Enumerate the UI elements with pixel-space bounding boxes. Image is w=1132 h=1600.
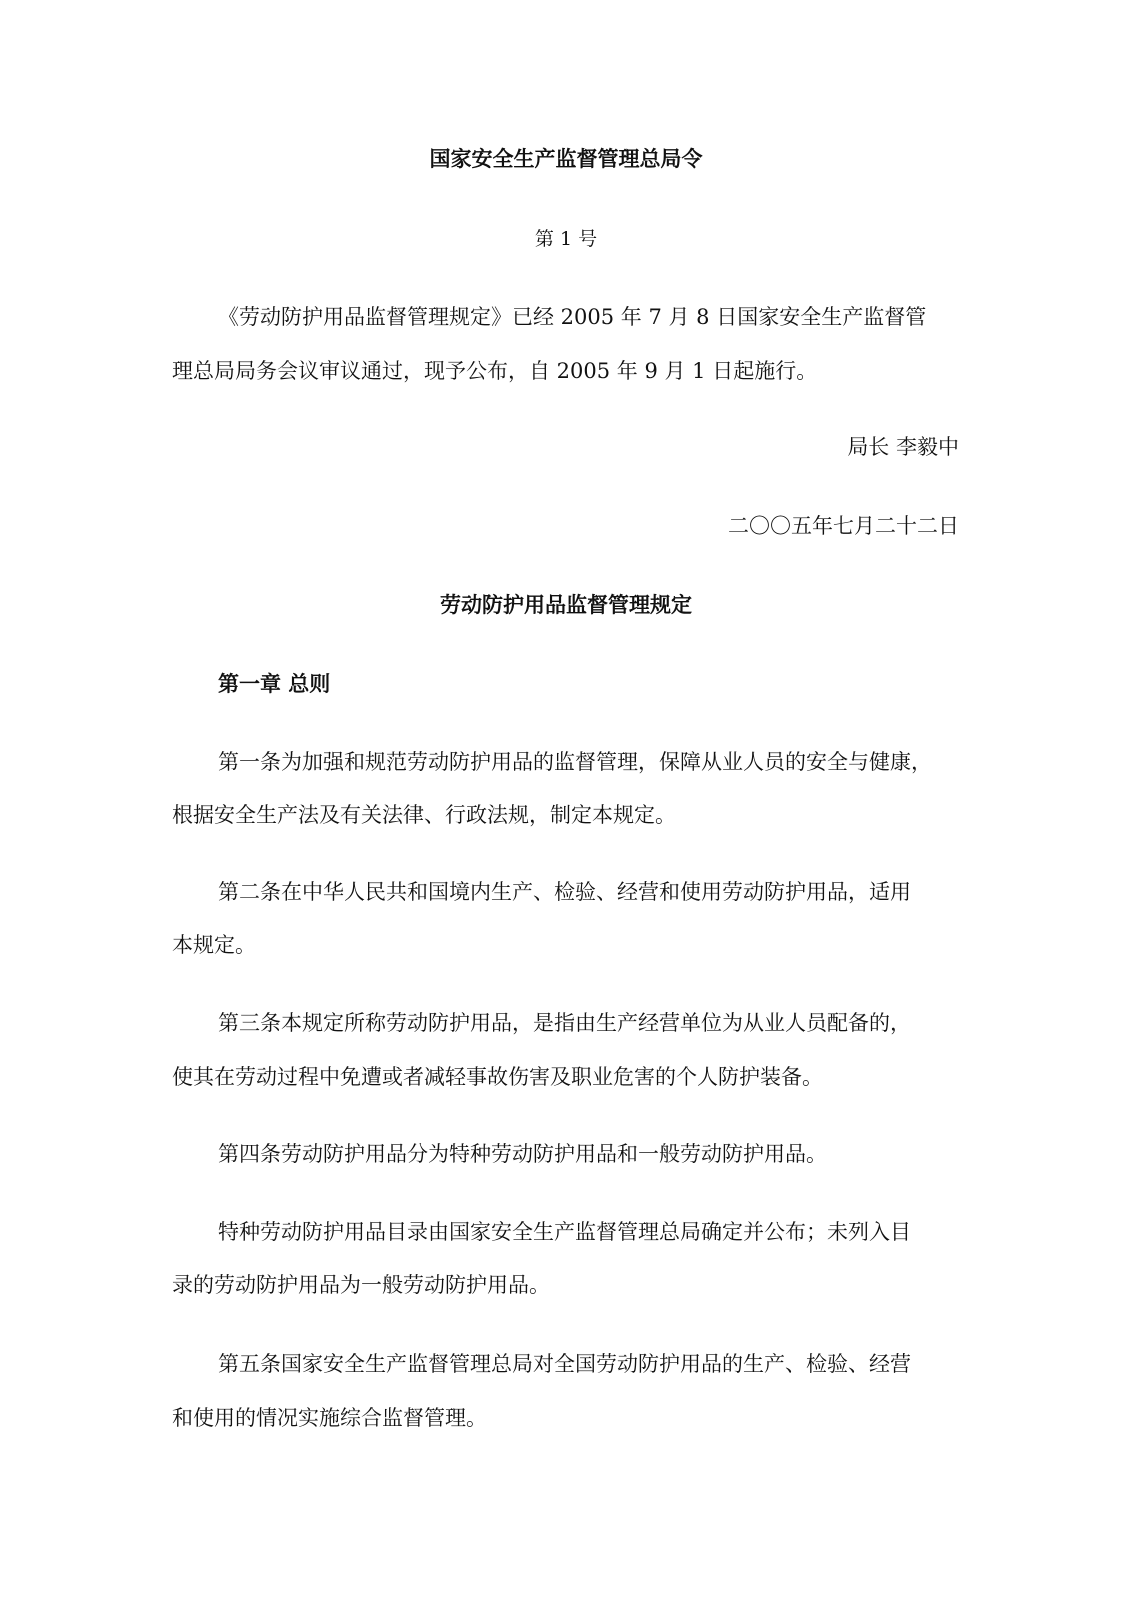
regulation-title: 劳动防护用品监督管理规定	[440, 593, 692, 617]
article-2-line-1: 第二条在中华人民共和国境内生产、检验、经营和使用劳动防护用品，适用	[218, 880, 911, 904]
article-4-para-2-line-1: 特种劳动防护用品目录由国家安全生产监督管理总局确定并公布；未列入目	[218, 1220, 911, 1244]
signature-date: 二〇〇五年七月二十二日	[728, 514, 959, 538]
article-4-line-1: 第四条劳动防护用品分为特种劳动防护用品和一般劳动防护用品。	[218, 1142, 827, 1166]
article-3-line-1: 第三条本规定所称劳动防护用品，是指由生产经营单位为从业人员配备的，	[218, 1011, 911, 1035]
chapter-heading: 第一章 总则	[218, 672, 331, 696]
signer: 局长 李毅中	[847, 435, 959, 459]
article-1-line-2: 根据安全生产法及有关法律、行政法规，制定本规定。	[172, 803, 676, 827]
order-number: 第 1 号	[534, 228, 598, 250]
announcement-line-1: 《劳动防护用品监督管理规定》已经 2005 年 7 月 8 日国家安全生产监督管	[218, 305, 927, 329]
article-3-line-2: 使其在劳动过程中免遭或者减轻事故伤害及职业危害的个人防护装备。	[172, 1065, 823, 1089]
article-5-line-2: 和使用的情况实施综合监督管理。	[172, 1406, 487, 1430]
article-1-line-1: 第一条为加强和规范劳动防护用品的监督管理，保障从业人员的安全与健康，	[218, 750, 932, 774]
order-title: 国家安全生产监督管理总局令	[429, 147, 703, 171]
article-4-para-2-line-2: 录的劳动防护用品为一般劳动防护用品。	[172, 1273, 550, 1297]
article-2-line-2: 本规定。	[172, 933, 256, 957]
announcement-line-2: 理总局局务会议审议通过，现予公布，自 2005 年 9 月 1 日起施行。	[172, 359, 818, 383]
article-5-line-1: 第五条国家安全生产监督管理总局对全国劳动防护用品的生产、检验、经营	[218, 1352, 911, 1376]
